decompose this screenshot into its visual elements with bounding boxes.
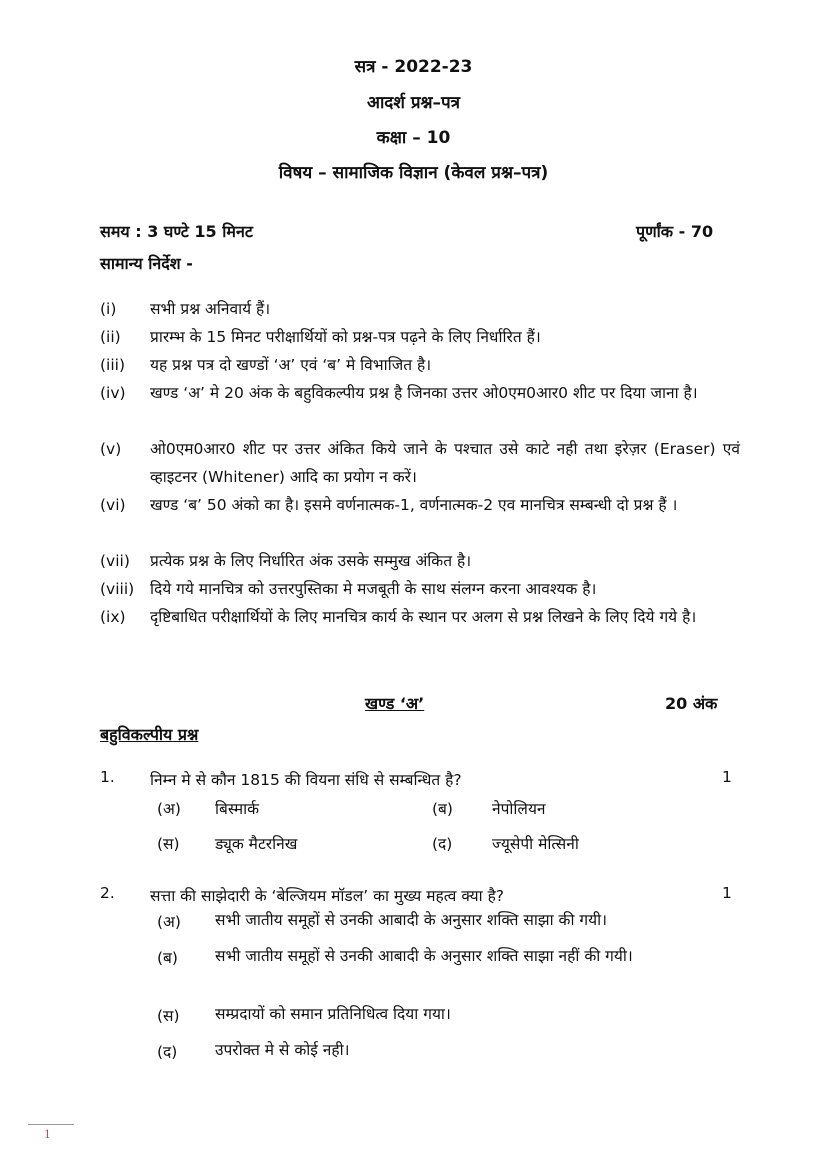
instruction-item [100, 491, 740, 519]
instruction-text: प्रत्येक प्रश्न के लिए निर्धारित अंक उसके सम्मुख अंकित है। [150, 552, 472, 570]
instruction-number: (ii) [100, 328, 121, 346]
option-text: ज्यूसेपी मेत्सिनी [492, 835, 579, 853]
instruction-number: (v) [100, 440, 122, 458]
instructions-title: सामान्य निर्देश - [100, 254, 193, 273]
question-text: सत्ता की साझेदारी के ‘बेल्जियम मॉडल’ का मुख्य महत्व क्या है? [150, 887, 505, 905]
option-label: (द) [157, 1043, 178, 1061]
instruction-text: खण्ड ‘ब’ 50 अंको का है। इसमे वर्णनात्मक-1, वर्णनात्मक-2 एव मानचित्र सम्बन्धी दो प्रश्न हैं । [150, 496, 678, 514]
question-number: 2. [100, 884, 115, 902]
option-label: (द) [432, 835, 453, 853]
section-marks: 20 अंक [665, 694, 718, 713]
question-number: 1. [100, 768, 115, 786]
option-label: (स) [157, 835, 180, 853]
instruction-text: दृष्टिबाधित परीक्षार्थियों के लिए मानचित्र कार्य के स्थान पर अलग से प्रश्न लिखने के लिए दिये गये है। [150, 608, 697, 626]
instruction-text: दिये गये मानचित्र को उत्तरपुस्तिका मे मजबूती के साथ संलग्न करना आवश्यक है। [150, 580, 597, 598]
question-marks: 1 [722, 768, 732, 786]
option-label: (अ) [157, 800, 181, 818]
instruction-number: (iv) [100, 384, 126, 402]
instruction-text: प्रारम्भ के 15 मिनट परीक्षार्थियों को प्रश्न-पत्र पढ़ने के लिए निर्धारित हैं। [150, 328, 541, 346]
instruction-number: (iii) [100, 356, 126, 374]
max-marks: पूर्णांक - 70 [636, 222, 714, 241]
page-number: 1 [44, 1128, 51, 1141]
option-text: ड्यूक मैटरनिख [215, 835, 298, 853]
instruction-item [100, 379, 740, 407]
instruction-text: सभी प्रश्न अनिवार्य हैं। [150, 300, 271, 318]
instruction-number: (vi) [100, 496, 126, 514]
footer-divider [28, 1124, 74, 1125]
instruction-text: ओ0एम0आर0 शीट पर उत्तर अंकित किये जाने के पश्चात उसे काटे नही तथा इरेज़र (Eraser) एवं व्हाइटनर (Whitener) आदि का प्रयोग न करें। [150, 440, 740, 486]
instruction-number: (ix) [100, 608, 126, 626]
option-text: सभी जातीय समूहों से उनकी आबादी के अनुसार शक्ति साझा नहीं की गयी। [215, 947, 633, 965]
instruction-item [100, 547, 740, 575]
time-allowed: समय : 3 घण्टे 15 मिनट [100, 222, 253, 241]
section-title: खण्ड ‘अ’ [365, 694, 425, 713]
option-text: बिस्मार्क [215, 800, 260, 818]
instruction-item [100, 575, 740, 603]
option-text: सम्प्रदायों को समान प्रतिनिधित्व दिया गया। [215, 1005, 451, 1023]
question-marks: 1 [722, 884, 732, 902]
paper-type-heading: आदर्श प्रश्न–पत्र [366, 93, 461, 113]
section-subtitle: बहुविकल्पीय प्रश्न [100, 725, 199, 744]
option-text: सभी जातीय समूहों से उनकी आबादी के अनुसार शक्ति साझा की गयी। [215, 911, 608, 929]
instruction-item [100, 295, 740, 323]
option-label: (ब) [157, 949, 178, 967]
option-label: (ब) [432, 800, 453, 818]
class-heading: कक्षा – 10 [376, 128, 451, 148]
option-text: उपरोक्त मे से कोई नही। [215, 1041, 350, 1059]
question-text: निम्न मे से कौन 1815 की वियना संधि से सम्बन्धित है? [150, 771, 462, 789]
instruction-item [100, 351, 740, 379]
option-label: (स) [157, 1007, 180, 1025]
instruction-text: यह प्रश्न पत्र दो खण्डों ‘अ’ एवं ‘ब’ मे विभाजित है। [150, 356, 432, 374]
option-label: (अ) [157, 913, 181, 931]
session-heading: सत्र - 2022-23 [354, 57, 473, 77]
instruction-number: (vii) [100, 552, 130, 570]
instruction-item [100, 603, 740, 631]
instruction-item [100, 323, 740, 351]
instruction-item [100, 435, 740, 491]
instruction-number: (i) [100, 300, 117, 318]
instruction-text: खण्ड ‘अ’ मे 20 अंक के बहुविकल्पीय प्रश्न है जिनका उत्तर ओ0एम0आर0 शीट पर दिया जाना है। [150, 384, 698, 402]
subject-heading: विषय – सामाजिक विज्ञान (केवल प्रश्न–पत्र) [278, 163, 549, 183]
option-text: नेपोलियन [492, 800, 546, 818]
instruction-number: (viii) [100, 580, 135, 598]
